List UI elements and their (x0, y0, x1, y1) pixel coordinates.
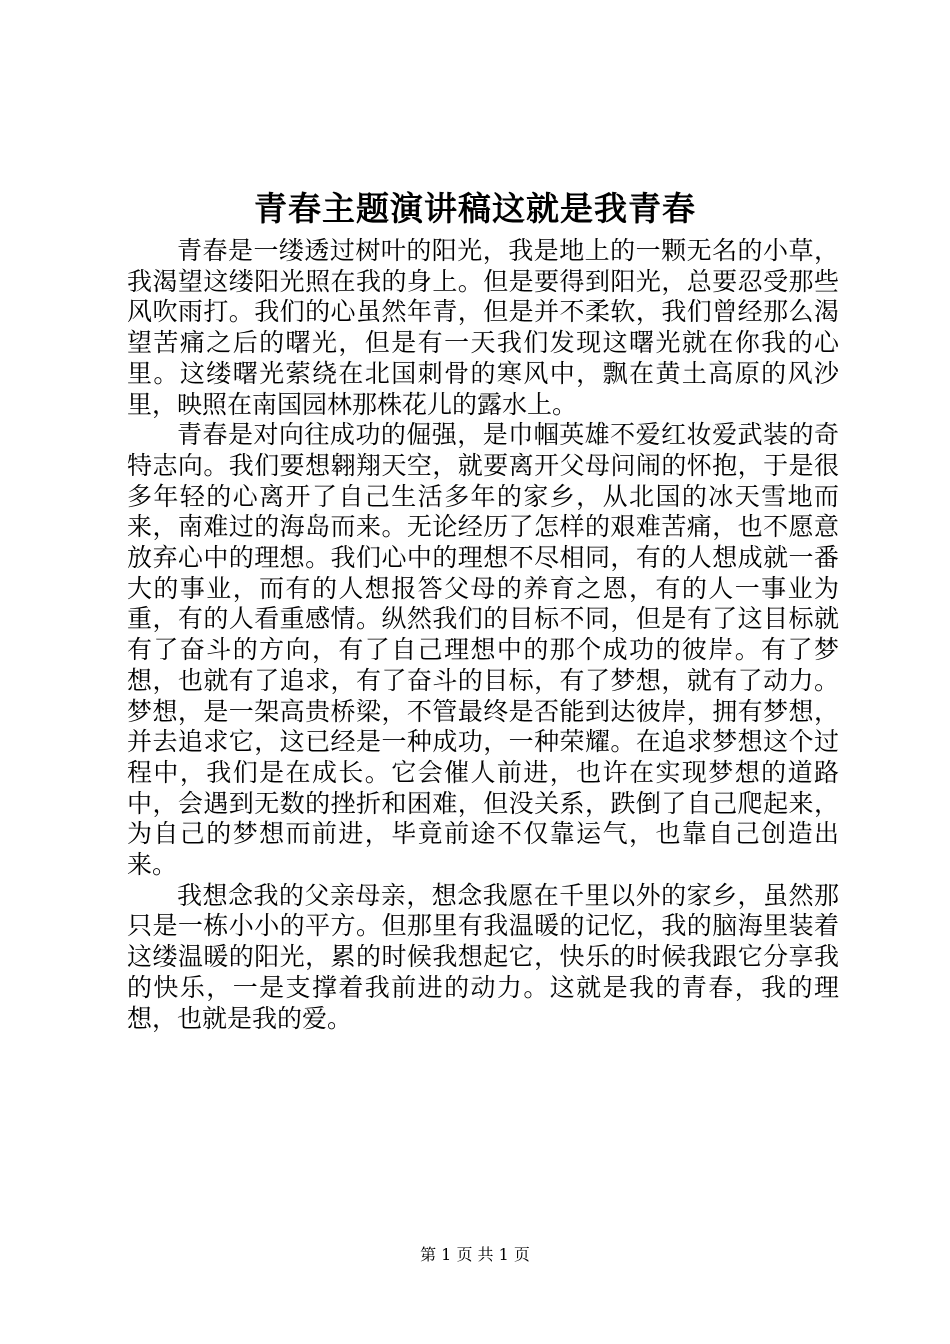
paragraph-2: 青春是对向往成功的倔强，是巾帼英雄不爱红妆爱武装的奇特志向。我们要想翱翔天空，就要离开父母问闹的怀抱，于是很多年轻的心离开了自己生活多年的家乡，从北国的冰天雪地而来，南难过的海岛而来。无论经历了怎样的艰难苦痛，也不愿意放弃心中的理想。我们心中的理想不尽相同，有的人想成就一番大的事业，而有的人想报答父母的养育之恩，有的人一事业为重，有的人看重感情。纵然我们的目标不同，但是有了这目标就有了奋斗的方向，有了自己理想中的那个成功的彼岸。有了梦想，也就有了追求，有了奋斗的目标，有了梦想，就有了动力。梦想，是一架高贵桥梁，不管最终是否能到达彼岸，拥有梦想，并去追求它，这已经是一种成功，一种荣耀。在追求梦想这个过程中，我们是在成长。它会催人前进，也许在实现梦想的道路中，会遇到无数的挫折和困难，但没关系，跌倒了自己爬起来，为自己的梦想而前进，毕竟前途不仅靠运气，也靠自己创造出来。 (127, 420, 839, 880)
paragraph-1: 青春是一缕透过树叶的阳光，我是地上的一颗无名的小草，我渴望这缕阳光照在我的身上。但是要得到阳光，总要忍受那些风吹雨打。我们的心虽然年青，但是并不柔软，我们曾经那么渴望苦痛之后的曙光，但是有一天我们发现这曙光就在你我的心里。这缕曙光萦绕在北国刺骨的寒风中，飘在黄土高原的风沙里，映照在南国园林那株花儿的露水上。 (127, 236, 839, 419)
paragraph-3: 我想念我的父亲母亲，想念我愿在千里以外的家乡，虽然那只是一栋小小的平方。但那里有我温暖的记忆，我的脑海里装着这缕温暖的阳光，累的时候我想起它，快乐的时候我跟它分享我的快乐，一是支撑着我前进的动力。这就是我的青春，我的理想，也就是我的爱。 (127, 880, 839, 1033)
document-body (127, 236, 839, 1034)
page-footer: 第 1 页 共 1 页 (420, 1245, 530, 1264)
document-title: 青春主题演讲稿这就是我青春 (254, 189, 696, 228)
